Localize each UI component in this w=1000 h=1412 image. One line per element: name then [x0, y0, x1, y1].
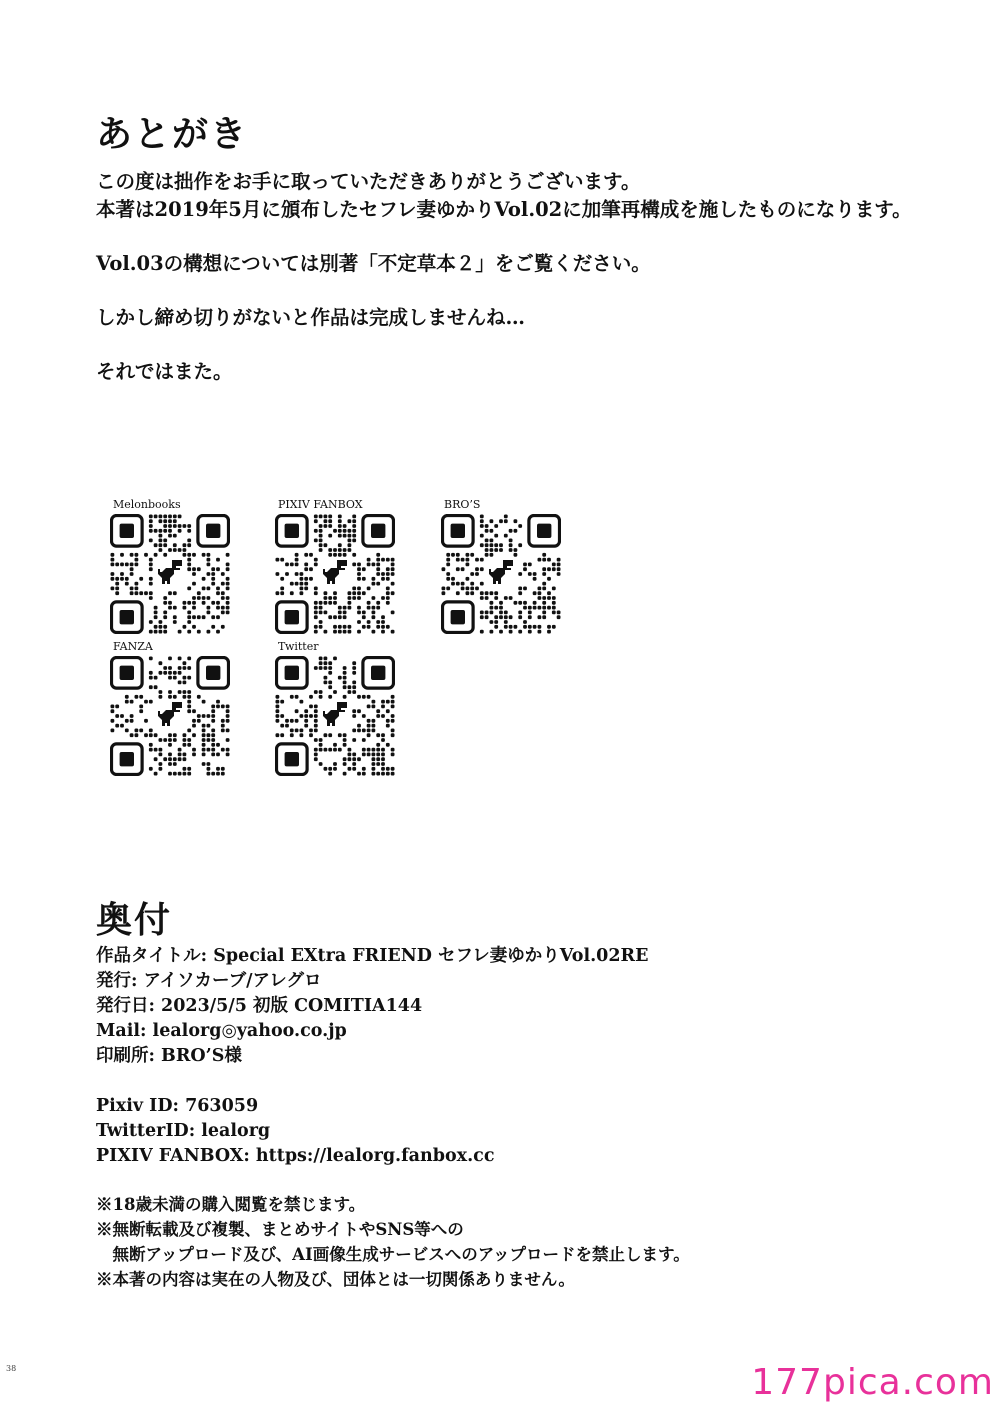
qr-code-pixiv-fanbox[interactable] — [275, 514, 395, 634]
dinosaur-icon — [158, 560, 182, 584]
qr-label-melonbooks: Melonbooks — [113, 498, 181, 511]
afterword-title: あとがき — [96, 113, 249, 155]
note-line: ※18歳未満の購入閲覧を禁じます。 — [96, 1195, 366, 1214]
watermark: 177pica.com — [751, 1362, 994, 1403]
qr-label-bros: BRO’S — [444, 498, 481, 511]
qr-label-twitter: Twitter — [278, 640, 319, 653]
dinosaur-icon — [489, 560, 513, 584]
qr-label-fanza: FANZA — [113, 640, 153, 653]
colophon-line: 印刷所: BRO’S様 — [96, 1046, 242, 1066]
afterword-line: しかし締め切りがないと作品は完成しませんね… — [96, 306, 526, 329]
colophon-title: 奥付 — [96, 899, 173, 941]
afterword-line: 本著は2019年5月に頒布したセフレ妻ゆかりVol.02に加筆再構成を施したものになります。 — [96, 198, 912, 221]
dinosaur-icon — [323, 702, 347, 726]
qr-code-fanza[interactable] — [110, 656, 230, 776]
dinosaur-icon — [158, 702, 182, 726]
contact-line: Pixiv ID: 763059 — [96, 1096, 259, 1116]
afterword-line: Vol.03の構想については別著「不定草本２」をご覧ください。 — [96, 252, 651, 275]
colophon-line: 発行日: 2023/5/5 初版 COMITIA144 — [96, 996, 423, 1016]
colophon-line: Mail: lealorg◎yahoo.co.jp — [96, 1021, 347, 1041]
afterword-line: この度は拙作をお手に取っていただきありがとうございます。 — [96, 170, 641, 193]
contact-line: TwitterID: lealorg — [96, 1121, 271, 1141]
note-line: ※無断転載及び複製、まとめサイトやSNS等への — [96, 1220, 464, 1239]
dinosaur-icon — [323, 560, 347, 584]
afterword-line: それではまた。 — [96, 360, 233, 383]
qr-code-melonbooks[interactable] — [110, 514, 230, 634]
qr-code-twitter[interactable] — [275, 656, 395, 776]
qr-code-bros[interactable] — [441, 514, 561, 634]
page-number: 38 — [6, 1364, 17, 1373]
qr-label-pixiv-fanbox: PIXIV FANBOX — [278, 498, 363, 511]
note-line: ※本著の内容は実在の人物及び、団体とは一切関係ありません。 — [96, 1270, 575, 1289]
colophon-line: 作品タイトル: Special EXtra FRIEND セフレ妻ゆかりVol.02RE — [96, 946, 649, 966]
colophon-line: 発行: アイソカーブ/アレグロ — [96, 971, 322, 991]
note-line: 無断アップロード及び、AI画像生成サービスへのアップロードを禁止します。 — [96, 1245, 690, 1264]
contact-line: PIXIV FANBOX: https://lealorg.fanbox.cc — [96, 1146, 495, 1166]
